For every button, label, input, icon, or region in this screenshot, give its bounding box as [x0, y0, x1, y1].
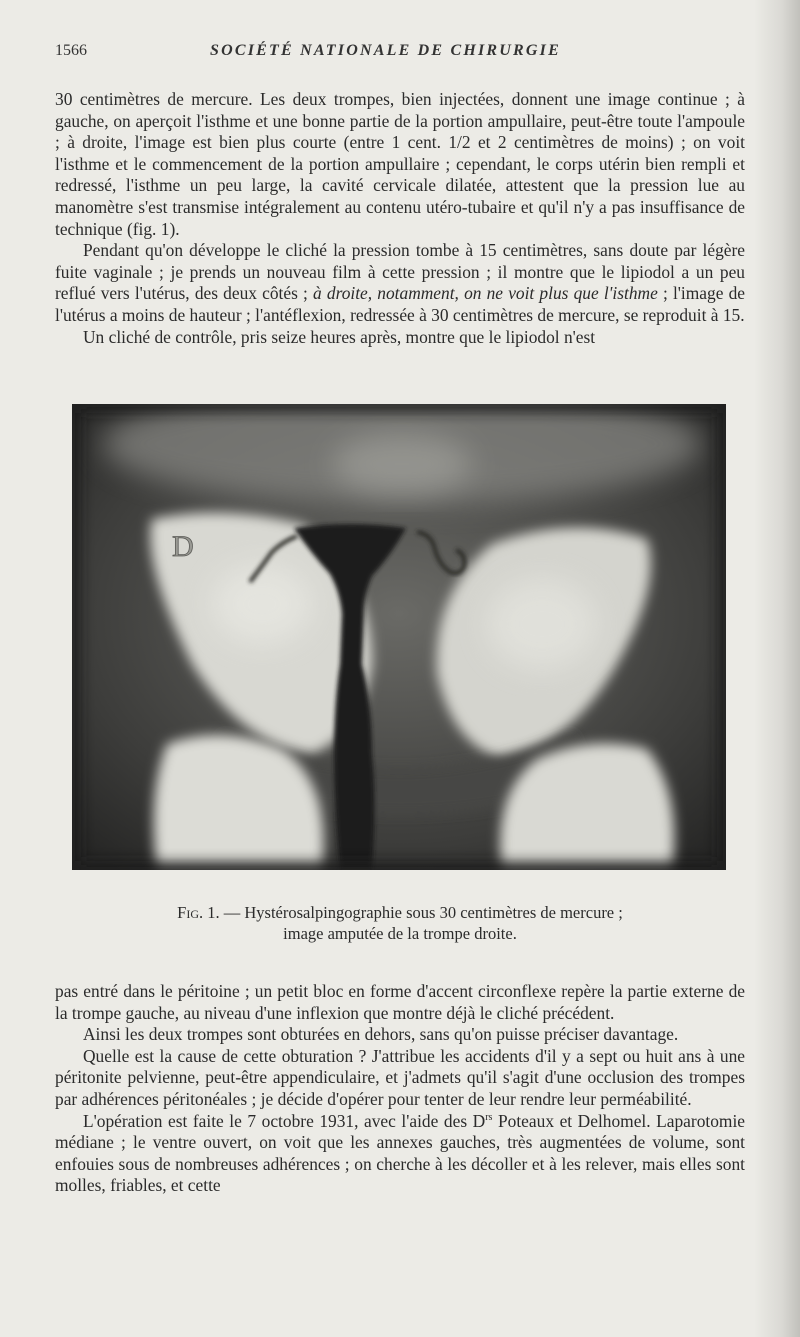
paragraph-control-film: Un cliché de contrôle, pris seize heures après, montre que le lipiodol n'est: [83, 326, 596, 347]
caption-text: — Hystérosalpingographie sous 30 centimètres de mercure ;: [219, 903, 623, 922]
superscript: rs: [485, 1111, 493, 1123]
radiograph-figure: [72, 404, 726, 870]
paragraph-continued: 30 centimètres de mercure. Les deux trompes, bien injectées, donnent une image continue ; à gauche, on aperçoit l'isthme et une bonne partie de la portion ampullaire, peut-être toute l'ampoule ; à droite, l'image est bien plus courte (entre 1 cent. 1/2 et 2 centimètres de moins) ; on voit l'isthme et le commencement de la portion ampullaire ; cependant, le corps utérin bien rempli et redressé, l'isthme un peu large, la cavité cervicale dilatée, attestent que la pression lue au manomètre s'est transmise intégralement au contenu utéro-tubaire et qu'il n'y a pas insuffisance de technique (fig. 1).: [55, 89, 745, 239]
paragraph-continued: pas entré dans le péritoine ; un petit bloc en forme d'accent circonflexe repère la partie externe de la trompe gauche, au niveau d'une inflexion que montre déjà le cliché précédent.: [55, 981, 745, 1023]
paragraph-operation: [55, 1111, 745, 1197]
body-text-top: [55, 89, 745, 348]
caption-line-1: [55, 902, 745, 923]
hysterosalpingogram-image: [72, 404, 726, 870]
radiograph-marker-letter: D: [172, 530, 194, 563]
page-header: [55, 42, 745, 66]
figure-caption: [55, 902, 745, 944]
page-number: 1566: [55, 42, 87, 59]
body-text-bottom: [55, 981, 745, 1197]
italic-emphasis: à droite, notamment, on ne voit plus que l'isthme: [313, 283, 658, 304]
paragraph-cause: Quelle est la cause de cette obturation ? J'attribue les accidents d'il y a sept ou huit ans à une péritonite pelvienne, peut-être appendiculaire, et j'admets qu'il s'agit d'une occlusion des trompes par adhérences péritonéales ; je décide d'opérer pour tenter de leur rendre leur perméabilité.: [55, 1045, 745, 1109]
paragraph-text: Pendant qu'on développe le cliché la pression tombe à 15 centimètres, sans doute par légère fuite vaginale ; je prends un nouveau film à cette pression ; il montre que le lipiodol a un peu reflué vers l'utérus, des deux côtés ;: [55, 240, 745, 304]
running-title: SOCIÉTÉ NATIONALE DE CHIRURGIE: [210, 42, 561, 59]
paragraph-obstruction: Ainsi les deux trompes sont obturées en dehors, sans qu'on puisse préciser davantage.: [83, 1024, 679, 1045]
caption-line-2: image amputée de la trompe droite.: [283, 924, 517, 943]
paragraph-text: L'opération est faite le 7 octobre 1931, avec l'aide des D: [83, 1110, 486, 1131]
figure-label: Fig. 1.: [177, 903, 220, 922]
paragraph-text: Poteaux et Delhomel. Laparotomie médiane ; le ventre ouvert, on voit que les annexes gauches, très augmentées de volume, sont enfouies sous de nombreuses adhérences ; on cherche à les décoller et à les relever, mais elles sont molles, friables, et cette: [55, 1110, 745, 1196]
page-edge-shadow: [754, 0, 800, 1337]
paragraph-pressure-drop: [55, 240, 745, 326]
paragraph-text: ; l'image de l'utérus a moins de hauteur ; l'antéflexion, redressée à 30 centimètres de mercure, se reproduit à 15.: [55, 283, 745, 325]
